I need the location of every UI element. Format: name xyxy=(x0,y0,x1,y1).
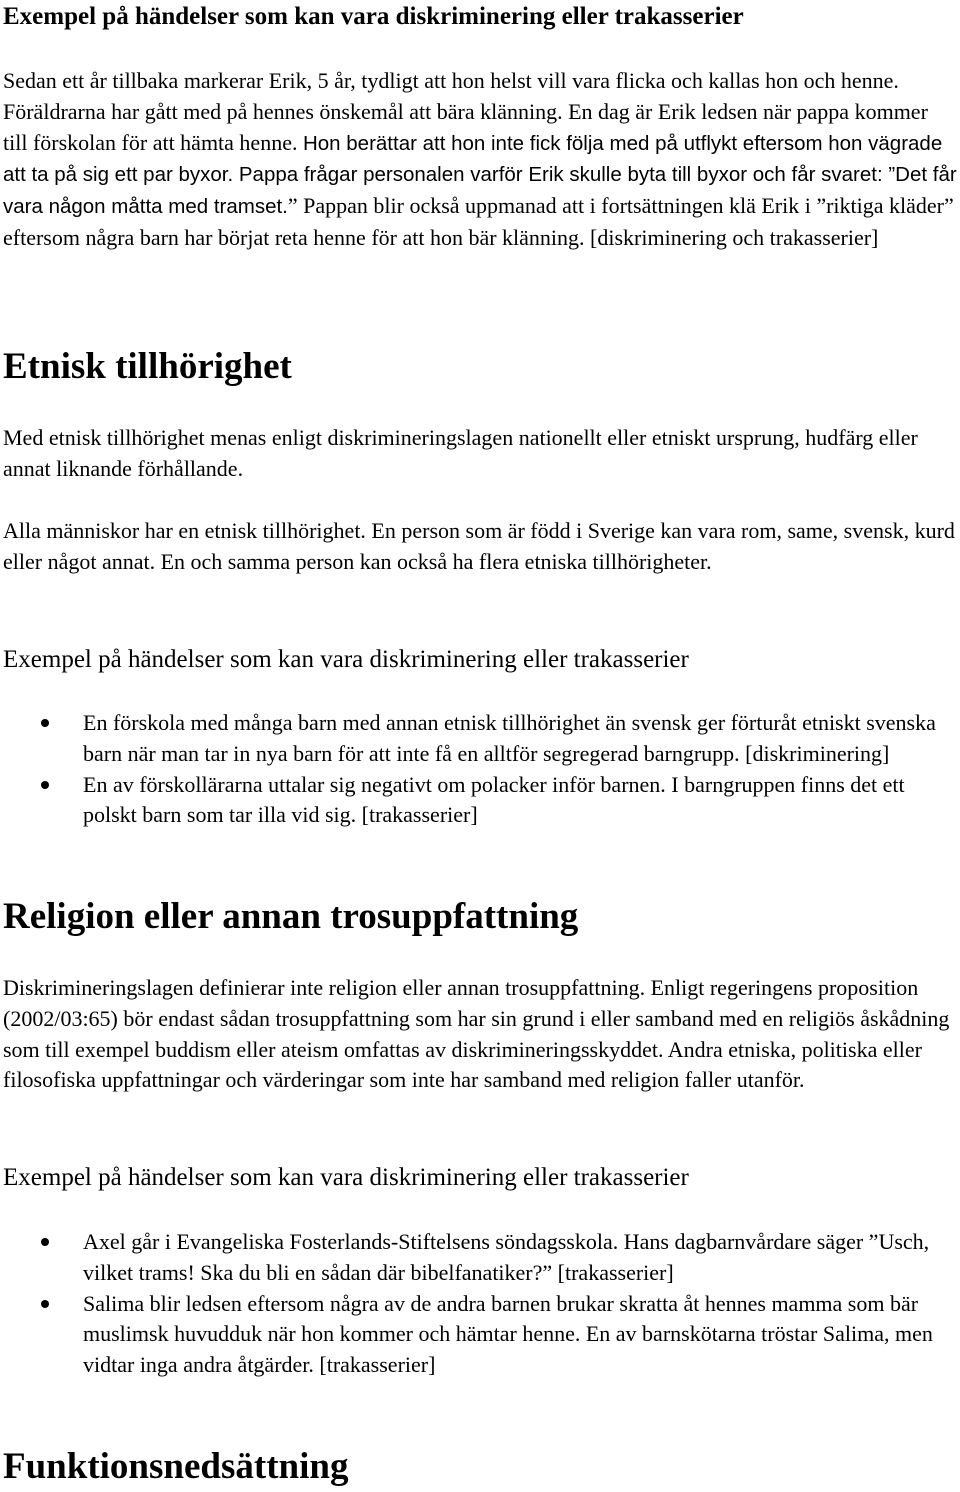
etnisk-all-people-paragraph: Alla människor har en etnisk tillhörighet. En person som är född i Sverige kan vara rom, same, svensk, kurd eller något annat. En och samma person kan också ha flera etniska tillhörigheter. xyxy=(3,518,955,574)
heading-etnisk-tillhorighet: Etnisk tillhörighet xyxy=(3,346,292,387)
erik-example-text-serif: Sedan ett år tillbaka markerar Erik, 5 år, tydligt att hon helst vill vara flicka och kallas hon och henne. Föräldrarna har gått med på hennes önskemål att bära klänning. En dag är Erik ledsen när pappa kommer till förskolan för att hämta henne. xyxy=(3,68,928,155)
etnisk-definition-paragraph: Med etnisk tillhörighet menas enligt diskrimineringslagen nationellt eller etniskt ursprung, hudfärg eller annat liknande förhållande. xyxy=(3,425,918,481)
bullet-icon xyxy=(41,1238,49,1246)
bullet-icon xyxy=(41,781,49,789)
example-heading-etnisk: Exempel på händelser som kan vara diskriminering eller trakasserier xyxy=(3,646,689,673)
list-item: Salima blir ledsen eftersom några av de andra barnen brukar skratta åt hennes mamma som bär muslimsk huvudduk när hon kommer och hämtar henne. En av barnskötarna tröstar Salima, men vidtar inga andra åtgärder. [trakasserier] xyxy=(3,1289,957,1381)
heading-religion: Religion eller annan trosuppfattning xyxy=(3,896,579,937)
heading-funktionsnedsattning: Funktionsnedsättning xyxy=(3,1446,349,1487)
list-item: En av förskollärarna uttalar sig negativt om polacker inför barnen. I barngruppen finns det ett polskt barn som tar illa vid sig. [trakasserier] xyxy=(3,770,957,832)
erik-example-text-sans: Hon berättar att hon inte fick följa med på utflykt eftersom hon vägrade att ta på sig ett par byxor. Pappa frågar personalen varför Erik skulle byta till byxor och får svaret: ”Det får vara någon måtta med tramset. xyxy=(3,131,957,219)
list-item: Axel går i Evangeliska Fosterlands-Stiftelsens söndagsskola. Hans dagbarnvårdare säger ”Usch, vilket trams! Ska du bli en sådan där bibelfanatiker?” [trakasserier] xyxy=(3,1227,957,1289)
religion-examples-list xyxy=(3,1227,957,1381)
religion-definition-paragraph: Diskrimineringslagen definierar inte religion eller annan trosuppfattning. Enligt regeringens proposition (2002/03:65) bör endast sådan trosuppfattning som har sin grund i eller samband med en religiös åskådning som till exempel buddism eller ateism omfattas av diskrimineringsskyddet. Andra etniska, politiska eller filosofiska uppfattningar och värderingar som inte har samband med religion faller utanför. xyxy=(3,975,950,1093)
erik-example-paragraph xyxy=(3,66,957,254)
example-heading-religion: Exempel på händelser som kan vara diskriminering eller trakasserier xyxy=(3,1164,689,1191)
example-heading-gender-identity: Exempel på händelser som kan vara diskriminering eller trakasserier xyxy=(3,3,744,30)
list-item: En förskola med många barn med annan etnisk tillhörighet än svensk ger förturåt etniskt svenska barn när man tar in nya barn för att inte få en alltför segregerad barngrupp. [diskriminering] xyxy=(3,708,957,770)
bullet-icon xyxy=(41,719,49,727)
erik-example-text-serif-end: ” Pappan blir också uppmanad att i fortsättningen klä Erik i ”riktiga kläder” eftersom några barn har börjat reta henne för att hon bär klänning. [diskriminering och trakasserier] xyxy=(3,193,954,250)
etnisk-examples-list xyxy=(3,708,957,831)
bullet-icon xyxy=(41,1300,49,1308)
